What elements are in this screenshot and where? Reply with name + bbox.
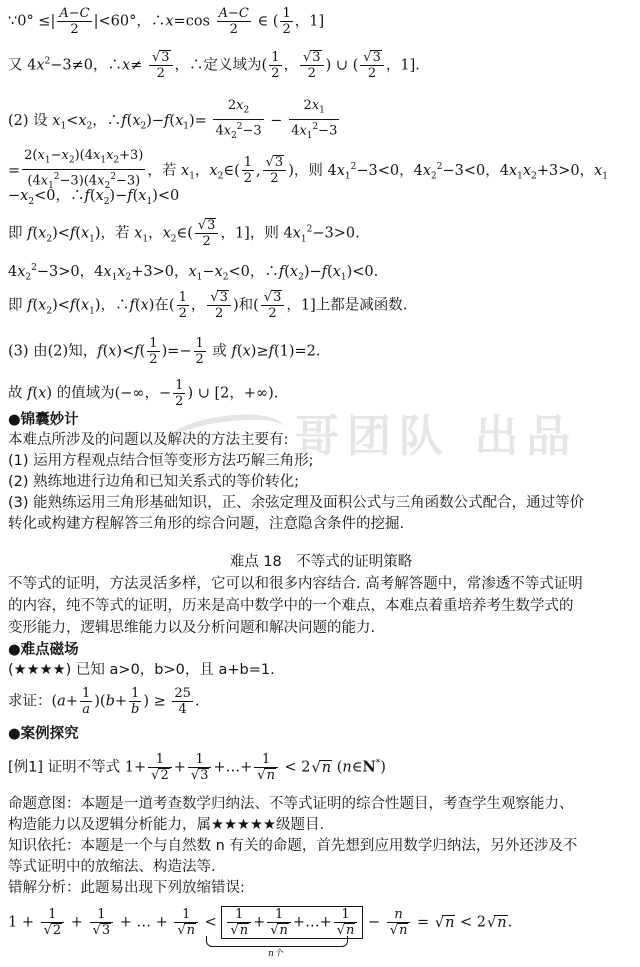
wrong-scaling-formula: 1 + 1 √ 2 + 1 √ 3 + … + 1 √ n < 1 √ n + 1 √ n +…+ 1 √ n − n √ n = √ n < 2√ n. <box>8 906 634 939</box>
tip-item-2: (2) 熟练地进行边角和已知关系式的等价转化; <box>8 474 300 490</box>
intro-paragraph-line-2: 的内容，纯不等式的证明，历来是高中数学中的一个难点，本难点着重培养考生数学式的 <box>8 598 574 614</box>
case-item-5: 错解分析：此题易出现下列放缩错误: <box>8 880 245 896</box>
tip-item-3: (3) 能熟练运用三角形基础知识，正、余弦定理及面积公式与三角函数公式配合，通过等价 <box>8 495 585 511</box>
section-heading-tips: ●锦囊妙计 <box>8 412 79 428</box>
formula-line-4: = $\frac{2(x_1-x_2)(4x_1x_2+3)}{(4x_1^2-3)(4x_2^2-3)}$ ，若 $x_1$，$x_2\in$( $\frac{1}{2}$ , √ $\frac{3}{2}$ )，则 $4x_1^2-3<0$，$4x_2^2-3<0$，$4x_1x_2+3>0$，$x_1$ <box>8 148 634 194</box>
case-item-1: 命题意图：本题是一道考查数学归纳法、不等式证明的综合性题目，考查学生观察能力、 <box>8 796 574 812</box>
case-item-2: 构造能力以及逻辑分析能力，属★★★★★级题目. <box>8 817 325 833</box>
chapter-title: 难点 18 不等式的证明策略 <box>229 554 413 570</box>
example-statement: [例1] 证明不等式 1+ 1 √ 2 + 1 √ 3 +…+ 1 √ n < 2√ n (n∈N*) <box>8 752 634 783</box>
problem-statement: (★★★★) 已知 a>0，b>0，且 a+b=1. <box>8 662 275 678</box>
tip-item-1: (1) 运用方程观点结合恒等变形方法巧解三角形; <box>8 453 314 469</box>
formula-line-10: 故 f(x) 的值域为(−∞，− $\frac{1}{2}$ ) ∪ [2，+∞). <box>8 378 279 409</box>
underbrace-label: n个 <box>268 949 283 959</box>
formula-line-1: ∵0° ≤| $\frac{A-C}{2}$ |<60°，∴x=cos $\frac{A-C}{2}$ ∈ ( $\frac{1}{2}$ ，1] <box>8 6 325 37</box>
formula-line-5: $-x_2<0$，$\therefore f(x_2)-f(x_1)<0$ <box>8 188 180 207</box>
section-heading-cases: ●案例探究 <box>8 726 79 742</box>
tip-item-4: 转化或构建方程解答三角形的综合问题，注意隐含条件的挖掘. <box>8 516 405 532</box>
case-item-3: 知识依托：本题是一个与自然数 n 有关的命题，首先想到应用数学归纳法，另外还涉及不 <box>8 838 578 854</box>
section-heading-magnet: ●难点磁场 <box>8 642 79 658</box>
intro-paragraph-line-1: 不等式的证明，方法灵活多样，它可以和很多内容结合. 高考解答题中，常渗透不等式证明 <box>8 576 583 592</box>
formula-line-6: 即 $f(x_2)<f(x_1)$，若 $x_1$，$x_2\in$( √ $\frac{3}{2}$ ，1]，则 $4x_1^2-3>0$. <box>8 218 634 249</box>
section-intro: 本难点所涉及的问题以及解决的方法主要有: <box>8 432 289 448</box>
intro-paragraph-line-3: 变形能力，逻辑思维能力以及分析问题和解决问题的能力. <box>8 620 376 636</box>
formula-line-8: 即 $f(x_2)<f(x_1)$，∴f(x)在( $\frac{1}{2}$ ， √ $\frac{3}{2}$ )和( √ $\frac{3}{2}$ ，1]上都是减函数. <box>8 290 634 321</box>
prove-statement: 求证：(a+ $\frac{1}{a}$ )(b+ $\frac{1}{b}$ ) ≥ $\frac{25}{4}$ . <box>8 686 200 717</box>
formula-line-7: $4x_2^2-3>0$，$4x_1x_2+3>0$，$x_1-x_2<0$，$\therefore f(x_2)-f(x_1)<0$. <box>8 263 379 283</box>
case-item-4: 等式证明中的放缩法、构造法等. <box>8 859 216 875</box>
formula-line-2: 又 $4x^2-3\ne 0$，∴x≠ √ $\frac{3}{2}$ ，∴定义域为( $\frac{1}{2}$ ， √ $\frac{3}{2}$ ) ∪ ( √ $\frac{3}{2}$ ，1]. <box>8 50 634 81</box>
formula-line-9: (3) 由(2)知，f(x)<f( $\frac{1}{2}$ )=− $\frac{1}{2}$ 或 f(x)≥f(1)=2. <box>8 336 321 367</box>
formula-line-3: (2) 设 $x_1<x_2$，$\therefore f(x_2)-f(x_1)=$ $\frac{2x_2}{4x_2^2-3}$ − $\frac{2x_1}{4x_1^2-3}$ <box>8 98 338 141</box>
watermark-text: 哥团队 出品 <box>295 411 579 462</box>
